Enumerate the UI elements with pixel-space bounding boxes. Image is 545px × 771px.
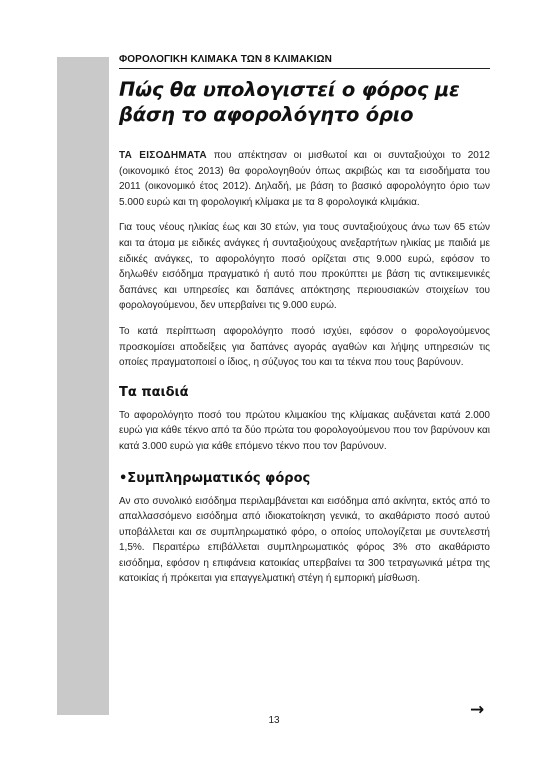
next-page-arrow-icon: → <box>470 700 485 720</box>
page-content <box>119 54 490 587</box>
paragraph-young-elderly: Για τους νέους ηλικίας έως και 30 ετών, για τους συνταξιούχους άνω των 65 ετών και τα άτομα με ειδικές ανάγκες ή συνταξιούχους ανεξαρτήτων ηλικίας με παιδιά με ειδικές ανάγκες, το αφορολόγητο ποσό ορίζεται στις 9.000 ευρώ, εφόσον το δηλωθέν εισόδημα πραγματικό ή αυτό που προκύπτει με βάση τις αντικειμενικές δαπάνες και υπηρεσίες και δαπάνες απόκτησης περιουσιακών στοιχείων του φορολογούμενου, δεν υπερβαίνει τις 9.000 ευρώ. <box>119 222 490 312</box>
section-heading-supplementary-tax: •Συμπληρωματικός φόρος <box>119 470 311 486</box>
page-number: 13 <box>268 715 280 726</box>
running-header: ΦΟΡΟΛΟΓΙΚΗ ΚΛΙΜΑΚΑ ΤΩΝ 8 ΚΛΙΜΑΚΙΩΝ <box>119 54 490 69</box>
section-heading-children: Τα παιδιά <box>119 384 189 400</box>
paragraph-supplementary-tax: Αν στο συνολικό εισόδημα περιλαμβάνεται και εισόδημα από ακίνητα, εκτός από το απαλλασσόμενο εισόδημα από ιδιοκατοίκηση γενικά, το ακαθάριστο ποσό αυτού υποβάλλεται και σε συμπληρωματικό φόρο, ο οποίος υπολογίζεται με συντελεστή 1,5%. Περαιτέρω επιβάλλεται συμπληρωματικός φόρος 3% στο ακαθάριστο εισόδημα, εφόσον η επιφάνεια κατοικίας υπερβαίνει τα 300 τετραγωνικά μέτρα της κατοικίας ή πρόκειται για επαγγελματική στέγη ή εμπορική μίσθωση. <box>119 495 490 585</box>
paragraph-incomes <box>119 148 490 210</box>
side-band <box>57 57 109 715</box>
page-title-line-2: βάση το αφορολόγητο όριο <box>119 103 414 126</box>
page-title <box>119 77 490 127</box>
page-title-line-1: Πώς θα υπολογιστεί ο φόρος με <box>119 78 460 101</box>
paragraph-lead: ΤΑ ΕΙΣΟΔΗΜΑΤΑ <box>119 150 207 161</box>
paragraph-receipts: Το κατά περίπτωση αφορολόγητο ποσό ισχύει, εφόσον ο φορολογούμενος προσκομίσει αποδείξεις για δαπάνες αγοράς αγαθών και λήψης υπηρεσιών τις οποίες πραγματοποιεί ο ίδιος, η σύζυγος του και τα τέκνα που τους βαρύνουν. <box>119 325 490 369</box>
paragraph-children: Το αφορολόγητο ποσό του πρώτου κλιμακίου της κλίμακας αυξάνεται κατά 2.000 ευρώ για κάθε τέκνο από τα δύο πρώτα του φορολογούμενου που τον βαρύνουν και κατά 3.000 ευρώ για κάθε επόμενο τέκνο που τον βαρύνουν. <box>119 409 490 452</box>
paragraph-incomes-text: που απέκτησαν οι μισθωτοί και οι συνταξιούχοι το 2012 (οικονομικό έτος 2013) θα φορολογηθούν όπως ακριβώς και τα εισοδήματα του 2011 (οικονομικό έτος 2012). Δηλαδή, με βάση το βασικό αφορολόγητο όριο των 5.000 ευρώ και τη φορολογική κλίμακα με τα 8 φορολογικά κλιμάκια. <box>119 150 490 208</box>
